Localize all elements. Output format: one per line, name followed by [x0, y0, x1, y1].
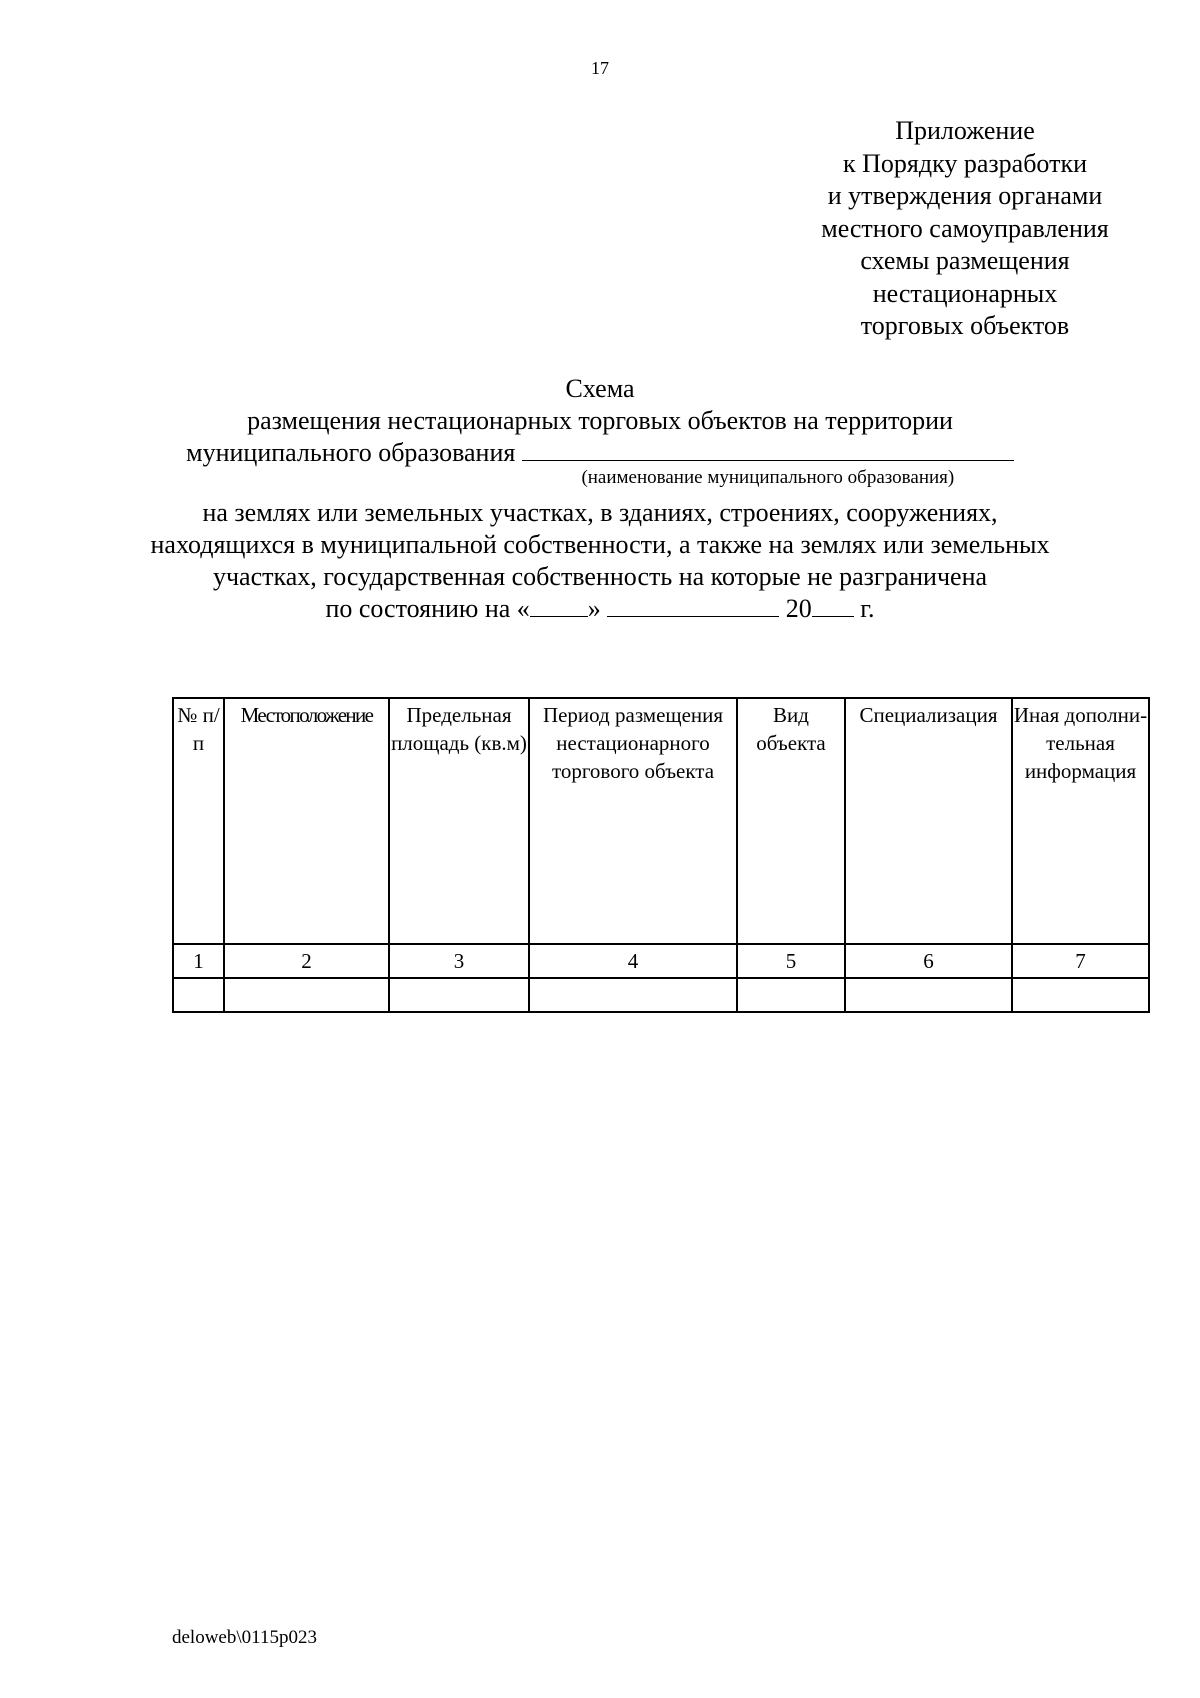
- column-number: 3: [389, 944, 529, 978]
- column-header: Предельная площадь (кв.м): [389, 698, 529, 944]
- column-number: 7: [1012, 944, 1149, 978]
- appendix-line: Приложение: [895, 116, 1035, 145]
- scheme-table: [172, 697, 1150, 1013]
- appendix-line: торговых объектов: [860, 311, 1070, 340]
- municipality-blank-line: [522, 438, 1014, 461]
- table-cell[interactable]: [224, 978, 389, 1012]
- column-header: Местоположение: [224, 698, 389, 944]
- column-number: 4: [529, 944, 737, 978]
- table-cell[interactable]: [1012, 978, 1149, 1012]
- table-header-row: [173, 698, 1149, 944]
- appendix-line: схемы размещения: [860, 246, 1070, 275]
- year-prefix: 20: [785, 594, 812, 623]
- table-cell[interactable]: [529, 978, 737, 1012]
- title-heading: Схема: [565, 374, 635, 403]
- appendix-line: к Порядку разработки: [842, 148, 1087, 178]
- column-number: 6: [845, 944, 1012, 978]
- column-header: № п/п: [173, 698, 224, 944]
- title-line: на землях или земельных участках, в зданиях, строениях, сооружениях,: [202, 498, 998, 527]
- year-suffix: г.: [860, 594, 875, 623]
- appendix-line: местного самоуправления: [821, 213, 1109, 243]
- municipality-label: муниципального образования: [186, 438, 516, 467]
- date-prefix: по состоянию на «: [325, 594, 530, 623]
- municipality-caption: (наименование муниципального образования): [581, 467, 955, 488]
- title-line: находящихся в муниципальной собственности, а также на землях или земельных: [150, 530, 1050, 559]
- page-number: 17: [591, 58, 609, 78]
- column-number: 2: [224, 944, 389, 978]
- municipality-blank: [522, 437, 1014, 488]
- column-number-row: [173, 944, 1149, 978]
- document-code: deloweb\0115p023: [172, 1627, 317, 1648]
- year-blank: [812, 594, 854, 617]
- municipality-line: [0, 437, 1200, 488]
- date-quote-close: »: [587, 594, 601, 623]
- column-header: Специализация: [845, 698, 1012, 944]
- column-header: Вид объекта: [737, 698, 845, 944]
- appendix-line: нестационарных: [872, 278, 1058, 308]
- month-blank: [607, 594, 779, 617]
- table-cell[interactable]: [845, 978, 1012, 1012]
- appendix-block: [800, 115, 1130, 343]
- document-title: [0, 373, 1200, 625]
- column-header: Период размещения нестационарного торгового объекта: [529, 698, 737, 944]
- date-line: [0, 593, 1200, 625]
- column-number: 1: [173, 944, 224, 978]
- appendix-line: и утверждения органами: [827, 181, 1103, 210]
- day-blank: [530, 594, 588, 617]
- table-cell[interactable]: [737, 978, 845, 1012]
- title-line: размещения нестационарных торговых объектов на территории: [247, 406, 953, 435]
- title-line: участках, государственная собственность на которые не разграничена: [212, 562, 988, 591]
- column-number: 5: [737, 944, 845, 978]
- table-row: [173, 978, 1149, 1012]
- table-cell[interactable]: [389, 978, 529, 1012]
- table-cell[interactable]: [173, 978, 224, 1012]
- column-header: Иная дополни-тельная информация: [1012, 698, 1149, 944]
